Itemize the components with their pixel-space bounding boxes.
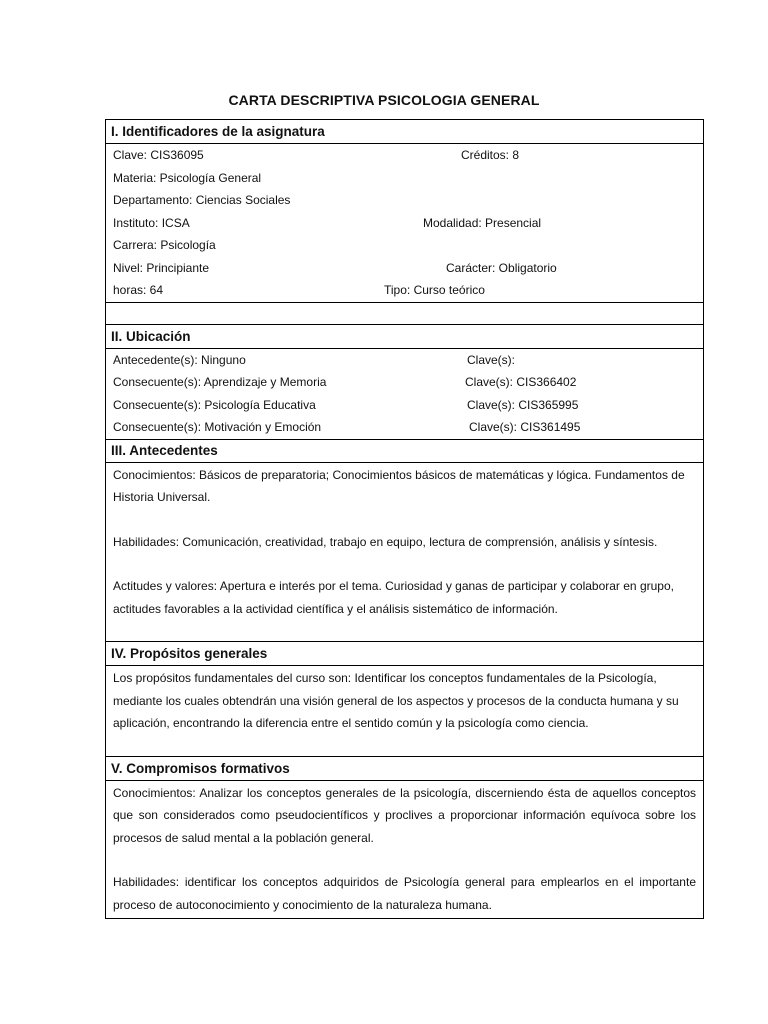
ubicacion-row bbox=[106, 349, 703, 372]
ubicacion-right: Clave(s): CIS366402 bbox=[465, 375, 577, 389]
antecedentes-habilidades: Habilidades: Comunicación, creatividad, trabajo en equipo, lectura de comprensión, análisis y síntesis. bbox=[113, 534, 658, 549]
instituto-field: Instituto: ICSA bbox=[113, 215, 190, 230]
nivel-field: Nivel: Principiante bbox=[113, 260, 210, 275]
section-3-header: III. Antecedentes bbox=[106, 440, 703, 463]
ubicacion-right: Clave(s): CIS361495 bbox=[469, 420, 581, 434]
ubicacion-right: Clave(s): CIS365995 bbox=[467, 397, 579, 412]
section-4-body bbox=[106, 666, 703, 757]
ubicacion-row bbox=[106, 394, 703, 417]
blank-row bbox=[106, 303, 703, 325]
horas-field: horas: 64 bbox=[113, 283, 164, 297]
section-1-header: I. Identificadores de la asignatura bbox=[106, 120, 703, 144]
propositos-text: Los propósitos fundamentales del curso son: Identificar los conceptos fundamentales de la Psicología, mediante los cuales obtendrán una visión general de los aspectos y procesos de la conducta humana y su aplicación, encontrando la diferencia entre el sentido común y la psicología como ciencia. bbox=[113, 671, 679, 730]
section-5-body bbox=[106, 781, 703, 919]
ubicacion-right: Clave(s): bbox=[467, 352, 516, 367]
compromisos-conocimientos: Conocimientos: Analizar los conceptos generales de la psicología, discerniendo ésta de aquellos conceptos que son considerados como pseudocientíficos y proclives a proporcionar información equívoca sobre los procesos de salud mental a la población general. bbox=[113, 785, 696, 845]
row-nivel bbox=[106, 257, 703, 280]
row-carrera bbox=[106, 234, 703, 257]
caracter-field: Carácter: Obligatorio bbox=[446, 260, 557, 275]
section-3-body bbox=[106, 463, 703, 643]
row-clave bbox=[106, 144, 703, 167]
antecedentes-actitudes: Actitudes y valores: Apertura e interés por el tema. Curiosidad y ganas de participar y colaborar en grupo, actitudes favorables a la actividad científica y el análisis sistemático de información. bbox=[113, 579, 674, 616]
row-departamento bbox=[106, 189, 703, 212]
modalidad-field: Modalidad: Presencial bbox=[423, 215, 542, 230]
section-2-body bbox=[106, 349, 703, 440]
row-horas bbox=[106, 279, 703, 302]
document-title: CARTA DESCRIPTIVA PSICOLOGIA GENERAL bbox=[228, 92, 540, 108]
row-materia bbox=[106, 167, 703, 190]
ubicacion-left: Consecuente(s): Psicología Educativa bbox=[113, 397, 316, 412]
clave-field: Clave: CIS36095 bbox=[113, 148, 204, 162]
ubicacion-row bbox=[106, 371, 703, 394]
descriptive-table bbox=[105, 119, 704, 919]
creditos-field: Créditos: 8 bbox=[461, 148, 520, 162]
ubicacion-left: Consecuente(s): Aprendizaje y Memoria bbox=[113, 375, 327, 389]
compromisos-habilidades: Habilidades: identificar los conceptos adquiridos de Psicología general para emplearlos en el importante proceso de autoconocimiento y conocimiento de la naturaleza humana. bbox=[113, 875, 696, 912]
carrera-field: Carrera: Psicología bbox=[113, 238, 216, 252]
section-2-header: II. Ubicación bbox=[106, 325, 703, 349]
ubicacion-row bbox=[106, 416, 703, 439]
tipo-field: Tipo: Curso teórico bbox=[384, 283, 485, 297]
ubicacion-left: Antecedente(s): Ninguno bbox=[113, 352, 246, 367]
departamento-field: Departamento: Ciencias Sociales bbox=[113, 193, 291, 207]
ubicacion-left: Consecuente(s): Motivación y Emoción bbox=[113, 420, 322, 434]
section-1-body bbox=[106, 144, 703, 303]
materia-field: Materia: Psicología General bbox=[113, 170, 262, 185]
section-5-header: V. Compromisos formativos bbox=[106, 757, 703, 781]
antecedentes-conocimientos: Conocimientos: Básicos de preparatoria; Conocimientos básicos de matemáticas y lógica. Fundamentos de Historia Universal. bbox=[113, 467, 685, 504]
row-instituto bbox=[106, 212, 703, 235]
section-4-header: IV. Propósitos generales bbox=[106, 642, 703, 666]
